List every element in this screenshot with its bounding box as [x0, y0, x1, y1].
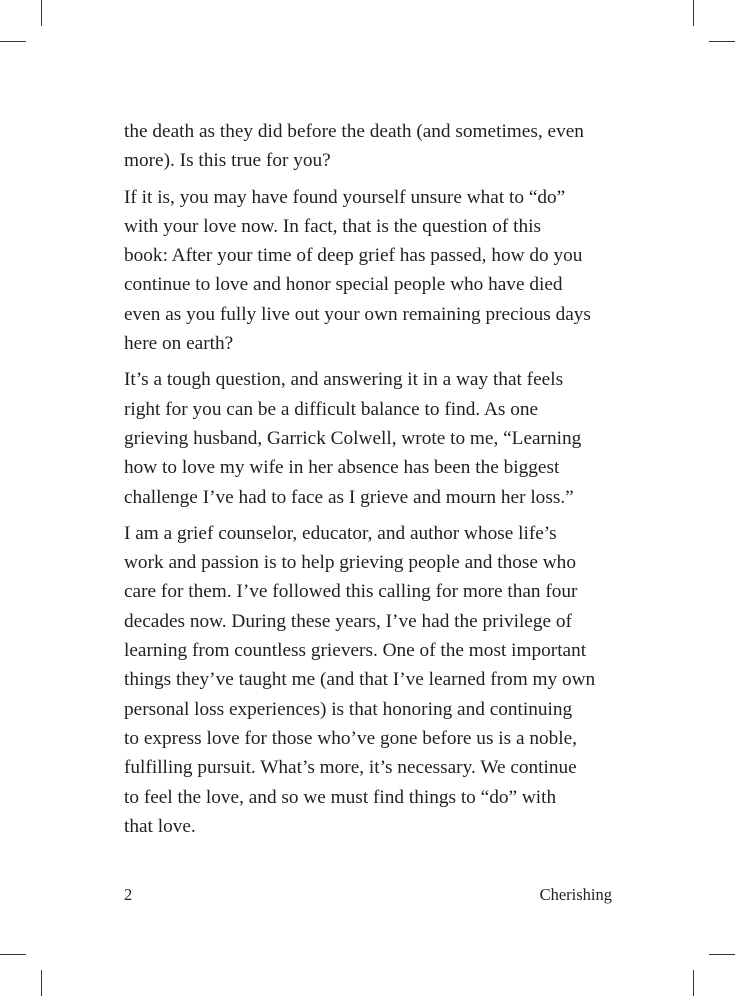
text-line: It’s a tough question, and answering it in a way that feels	[124, 369, 564, 391]
text-line: even as you fully live out your own remaining precious days	[124, 303, 591, 325]
paragraph	[124, 183, 624, 359]
paragraph	[124, 365, 624, 511]
text-line: care for them. I’ve followed this calling for more than four	[124, 581, 578, 603]
crop-mark-bottom-left-horizontal	[0, 954, 26, 955]
text-line: fulfilling pursuit. What’s more, it’s necessary. We continue	[124, 757, 577, 779]
text-line: that love.	[124, 815, 196, 837]
text-line: decades now. During these years, I’ve had the privilege of	[124, 610, 572, 632]
crop-mark-bottom-left-vertical	[41, 970, 42, 996]
text-line: continue to love and honor special people who have died	[124, 274, 563, 296]
text-line: personal loss experiences) is that honoring and continuing	[124, 698, 573, 720]
page-number: 2	[124, 885, 133, 904]
crop-mark-top-right-horizontal	[709, 41, 735, 42]
text-line: with your love now. In fact, that is the question of this	[124, 215, 541, 237]
text-line: grieving husband, Garrick Colwell, wrote to me, “Learning	[124, 427, 582, 449]
text-line: I am a grief counselor, educator, and author whose life’s	[124, 522, 557, 544]
text-line: learning from countless grievers. One of the most important	[124, 640, 587, 662]
text-line: challenge I’ve had to face as I grieve and mourn her loss.”	[124, 486, 574, 508]
crop-mark-top-left-horizontal	[0, 41, 26, 42]
text-line: If it is, you may have found yourself unsure what to “do”	[124, 186, 566, 208]
text-line: work and passion is to help grieving people and those who	[124, 552, 576, 574]
paragraph	[124, 117, 624, 176]
crop-mark-top-left-vertical	[41, 0, 42, 26]
crop-mark-bottom-right-vertical	[693, 970, 694, 996]
body-text	[124, 117, 624, 848]
text-line: the death as they did before the death (and sometimes, even	[124, 121, 584, 142]
crop-mark-bottom-right-horizontal	[709, 954, 735, 955]
crop-mark-top-right-vertical	[693, 0, 694, 26]
text-line: right for you can be a difficult balance to find. As one	[124, 398, 539, 420]
paragraph	[124, 519, 624, 841]
text-line: things they’ve taught me (and that I’ve learned from my own	[124, 669, 596, 691]
text-line: book: After your time of deep grief has passed, how do you	[124, 245, 583, 267]
text-line: how to love my wife in her absence has been the biggest	[124, 457, 560, 479]
running-title: Cherishing	[539, 885, 612, 904]
text-line: to feel the love, and so we must find things to “do” with	[124, 786, 557, 808]
text-line: more). Is this true for you?	[124, 150, 331, 172]
text-line: to express love for those who’ve gone before us is a noble,	[124, 727, 577, 749]
text-line: here on earth?	[124, 333, 234, 355]
